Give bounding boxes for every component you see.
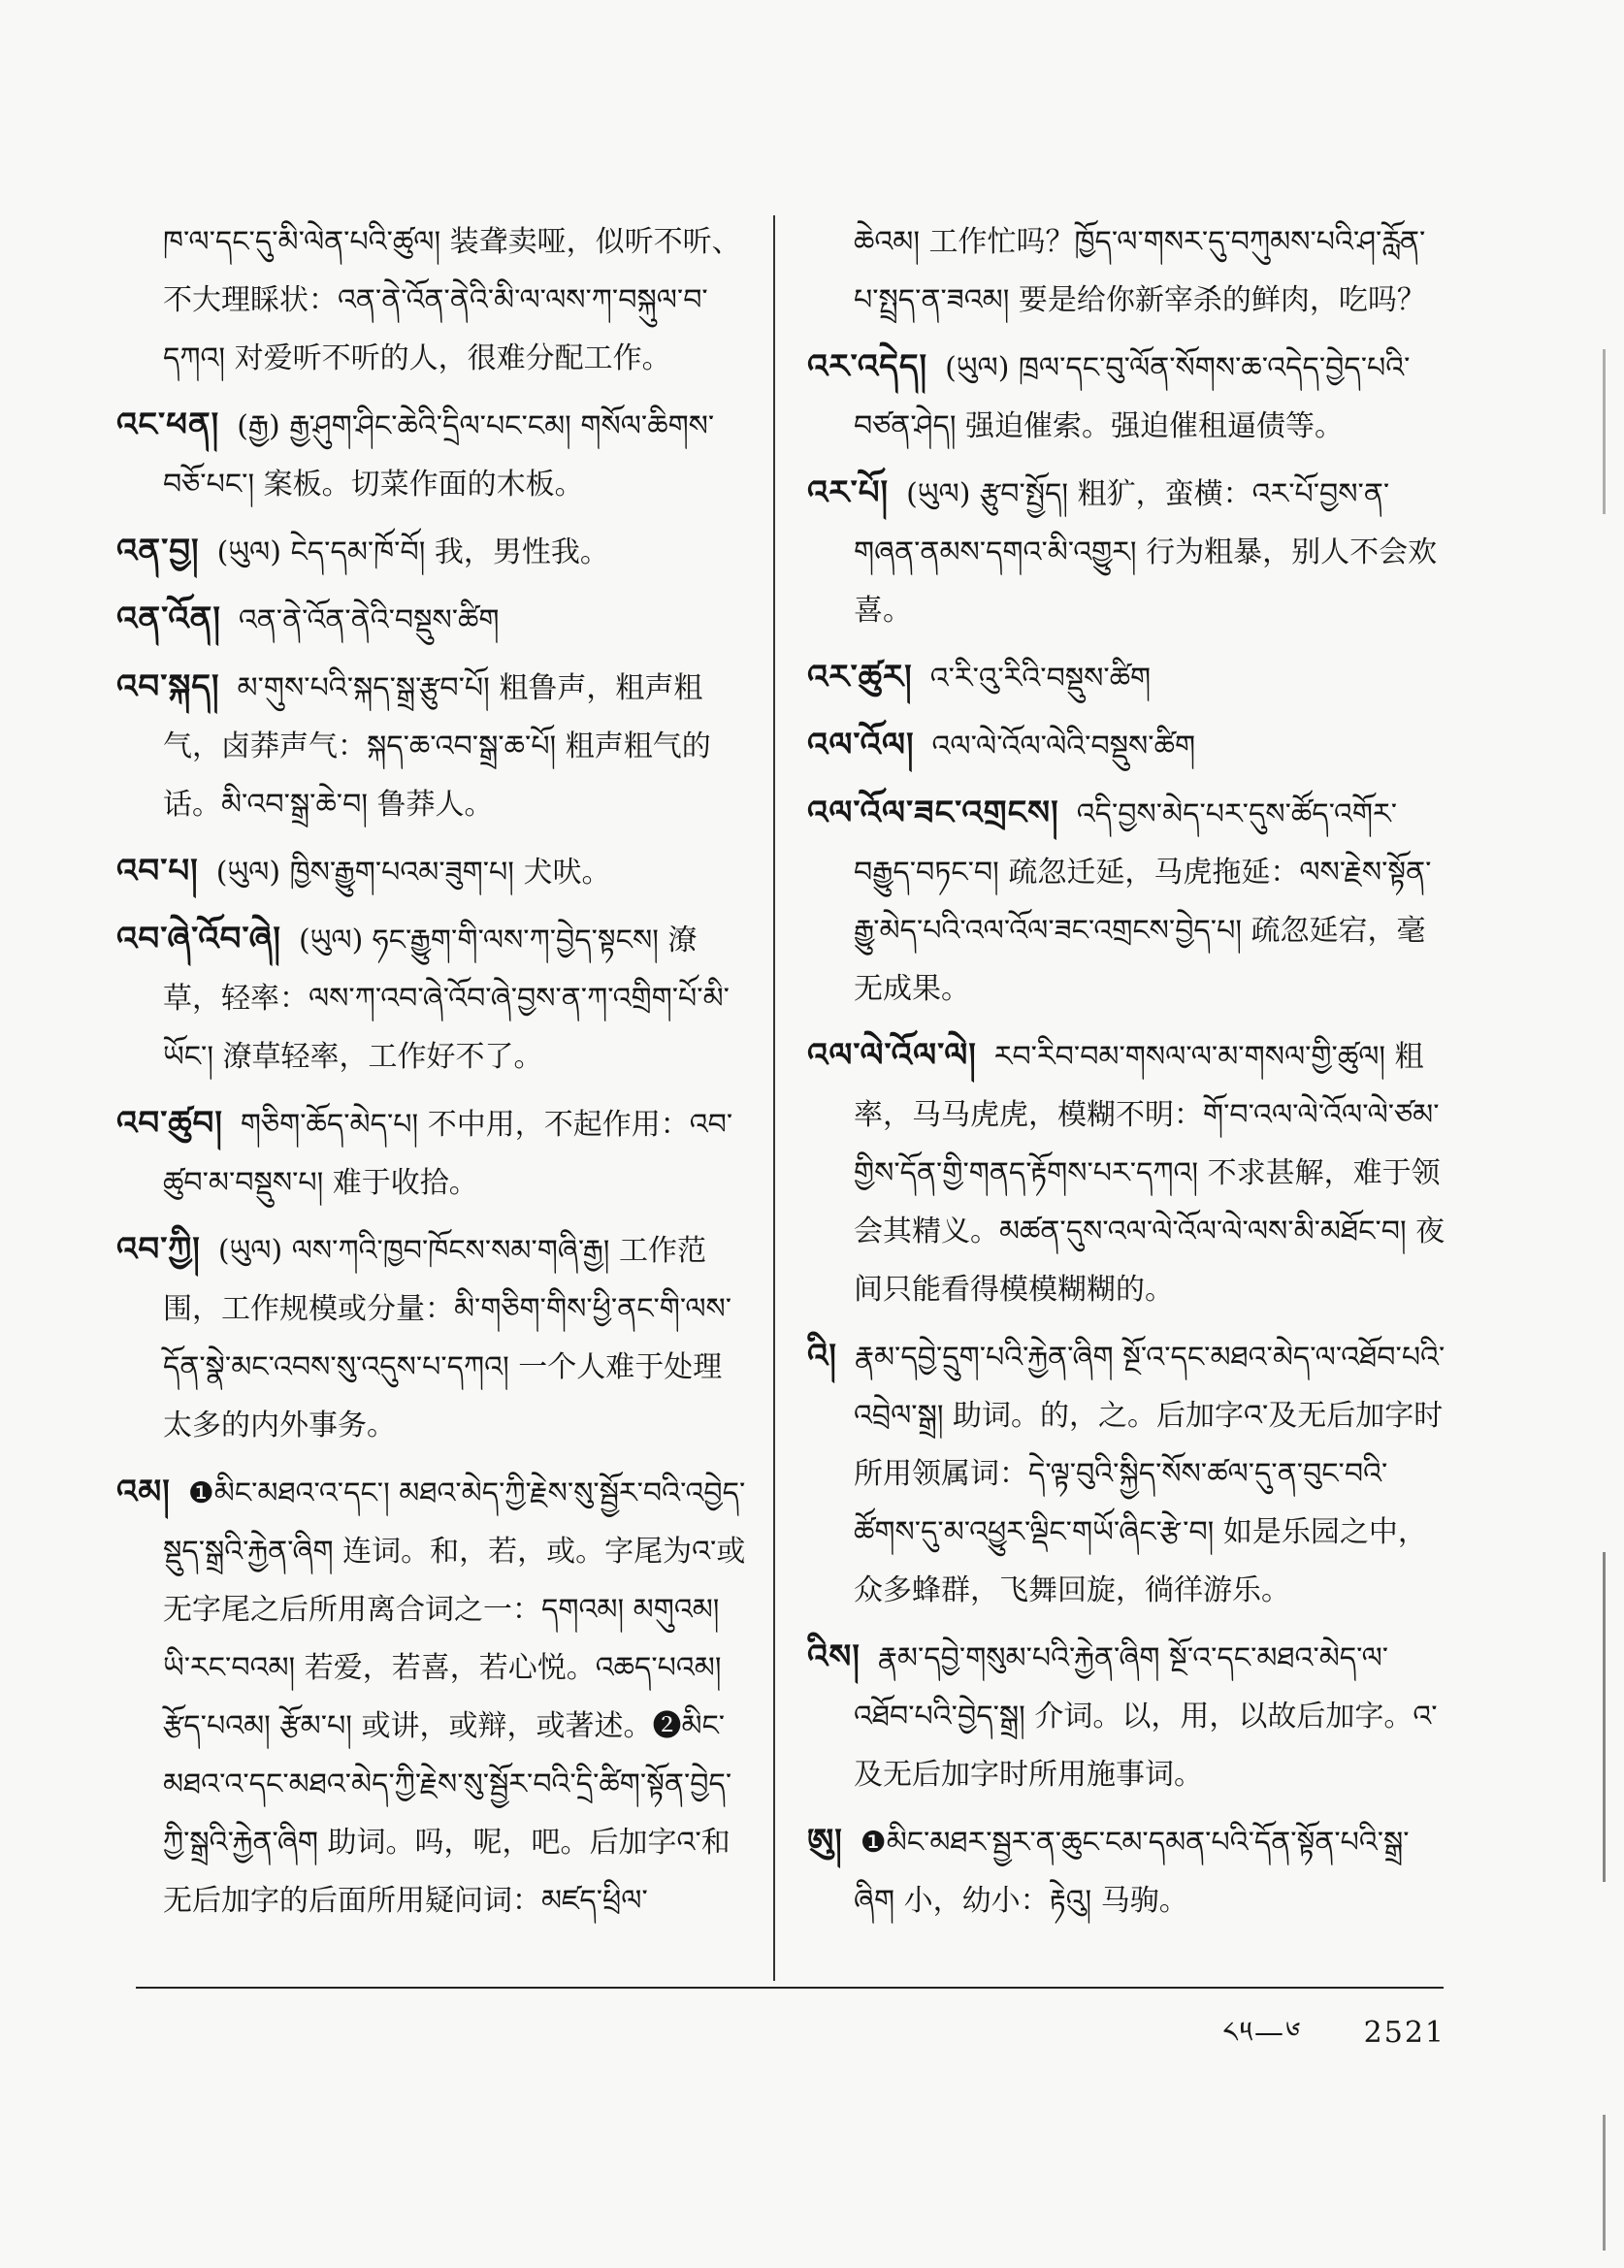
entry-definition: རྣམ་དབྱེ་གསུམ་པའི་རྐྱེན་ཞིག སྔོ་འ་དང་མཐའ་མེད་ལ་འཐོབ་པའི་བྱེད་སྒྲ། 介词。以，用，以故后加字。འ་及无后加字时所用施事词。 <box>854 1641 1438 1792</box>
entry-body <box>116 842 747 902</box>
right-column <box>807 213 1447 1938</box>
entry-definition: མ་གུས་པའི་སྐད་སྒྲ་རྩུབ་པོ། 粗鲁声，粗声粗气，卤莽声气：སྐད་ཆ་འབ་སྒྲ་ཆ་པོ། 粗声粗气的话。མི་འབ་སྒྲ་ཆེ་བ། 鲁莽人。 <box>163 671 711 822</box>
entry-headword: འབ་པ། <box>116 852 199 891</box>
entry-body <box>163 213 747 388</box>
entry-body <box>807 1812 1447 1930</box>
dictionary-entry <box>807 784 1447 1019</box>
entry-body <box>807 1628 1447 1804</box>
entry-headword: འལ་འོལ། <box>807 726 915 764</box>
entry-headword: འར་འདེད། <box>807 347 928 386</box>
scan-edge-mark <box>1603 349 1606 514</box>
footer-rule <box>136 1987 1444 1989</box>
entry-definition: འདི་བྱས་མེད་པར་དུས་ཚོད་འགོར་བརྒྱུད་བཏང་བ། 疏忽迁延，马虎拖延：ལས་རྗེས་སྟོན་རྒྱུ་མེད་པའི་འལ་འོལ་ཟང་འགྲངས་བྱེད་པ། 疏忽延宕，毫无成果。 <box>854 797 1432 1006</box>
dictionary-entry <box>807 1327 1447 1620</box>
entry-definition: གཅིག་ཆོད་མེད་པ། 不中用，不起作用：འབ་ཚུབ་མ་བསྡུས་པ། 难于收拾。 <box>163 1108 733 1200</box>
scan-edge-mark <box>1603 1552 1606 1882</box>
entry-headword: འར་པོ། <box>807 473 890 512</box>
entry-definition: རབ་རིབ་བམ་གསལ་ལ་མ་གསལ་གྱི་ཚུལ། 粗率，马马虎虎，模糊不明：གོ་བ་འལ་ལེ་འོལ་ལེ་ཙམ་གྱིས་དོན་གྱི་གནད་རྟོགས་པར་དཀའ། 不求甚解，难于领会其精义。མཚན་དུས་འལ་ལེ་འོལ་ལེ་ལས་མི་མཐོང་བ། 夜间只能看得模模糊糊的。 <box>854 1040 1445 1307</box>
entry-definition: (ཡུལ) ཁྲལ་དང་བུ་ལོན་སོགས་ཆ་འདེད་བྱེད་པའི་བཙན་ཤེད། 强迫催索。强迫催租逼债等。 <box>854 351 1411 443</box>
dictionary-entry <box>116 522 747 582</box>
entry-headword: འི། <box>807 1337 837 1376</box>
dictionary-entry <box>116 1463 747 1930</box>
entry-body <box>807 1327 1447 1620</box>
entry-definition: ❶མིང་མཐར་སྦྱར་ན་ཆུང་ངམ་དམན་པའི་དོན་སྟོན་པའི་སྒྲ་ཞིག 小，幼小：རྟེའུ། 马驹。 <box>854 1826 1410 1918</box>
entry-headword: ཨུ། <box>807 1822 843 1861</box>
page-number <box>1164 2000 1445 2082</box>
entry-headword: འིས། <box>807 1637 861 1676</box>
dictionary-entry <box>116 1094 747 1213</box>
entry-definition: ❶མིང་མཐའ་འ་དང་། མཐའ་མེད་ཀྱི་རྗེས་སུ་སྦྱོར་བའི་འབྱེད་སྡུད་སྒྲའི་རྐྱེན་ཞིག 连词。和，若，或。字尾为འ་或无字尾之后所用离合词之一：དགའམ། མགུའམ། ཡི་རང་བའམ། 若爱，若喜，若心悦。འཆད་པའམ། རྩོད་པའམ། རྩོམ་པ། 或讲，或辩，或著述。❷མིང་མཐའ་འ་དང་མཐའ་མེད་ཀྱི་རྗེས་སུ་སྦྱོར་བའི་དྲི་ཚིག་སྟོན་བྱེད་ཀྱི་སྒྲའི་རྐྱེན་ཞིག 助词。吗，呢，吧。后加字འ་和无后加字的后面所用疑问词：མཛད་ཕྲིལ་ <box>163 1476 746 1918</box>
scan-edge-mark <box>1603 2115 1606 2251</box>
entry-body <box>116 1220 747 1455</box>
dictionary-entry <box>807 1628 1447 1804</box>
entry-body <box>807 648 1447 708</box>
entry-headword: འན་བྱ། <box>116 532 200 570</box>
dictionary-entry <box>116 842 747 902</box>
dictionary-entry <box>807 648 1447 708</box>
entry-body <box>807 464 1447 640</box>
entry-body <box>116 658 747 834</box>
entry-definition: (ཡུལ) ལས་ཀའི་ཁྱབ་ཁོངས་སམ་གཞི་རྒྱ། 工作范围，工作规模或分量：མི་གཅིག་གིས་ཕྱི་ནང་གི་ལས་དོན་སྣེ་མང་འབས་སུ་འདུས་པ་དཀའ། 一个人难于处理太多的内外事务。 <box>163 1234 732 1442</box>
entry-headword: འབ་སྐད། <box>116 667 220 706</box>
entry-headword: འང་ཕན། <box>116 405 220 444</box>
dictionary-entry <box>807 1812 1447 1930</box>
entry-body <box>116 522 747 582</box>
entry-definition: འ་རི་འུ་རིའི་བསྡུས་ཚིག <box>929 662 1152 696</box>
entry-headword: འན་འོན། <box>116 599 221 638</box>
entry-body <box>807 716 1447 776</box>
entry-body <box>116 396 747 514</box>
entry-headword: འམ། <box>116 1473 171 1511</box>
left-column <box>116 213 747 1938</box>
entry-definition: (ཡུལ) ཁྱིས་རྒྱུག་པའམ་ཟུག་པ། 犬吠。 <box>215 856 611 890</box>
entry-body <box>807 338 1447 456</box>
entry-definition: (ཡུལ) ངེད་དམ་ཁོ་བོ། 我，男性我。 <box>216 535 609 569</box>
entry-headword: འལ་ལེ་འོལ་ལེ། <box>807 1036 977 1075</box>
entry-headword: འབ་ཚུབ། <box>116 1104 223 1143</box>
dictionary-entry <box>116 396 747 514</box>
entry-definition: ཁ་ལ་དང་དུ་མི་ལེན་པའི་ཚུལ། 装聋卖哑，似听不听、不大理睬状：འན་ནེ་འོན་ནེའི་མི་ལ་ལས་ཀ་བསྐུལ་བ་དཀའ། 对爱听不听的人，很难分配工作。 <box>163 225 741 375</box>
entry-body <box>807 1026 1447 1319</box>
entry-headword: འབ་ཀྱི། <box>116 1230 201 1269</box>
entry-body <box>116 910 747 1086</box>
entry-definition: ཆེའམ། 工作忙吗？ཁྱོད་ལ་གསར་དུ་བཀུམས་པའི་ཤ་རློན་པ་སྤྲད་ན་ཟའམ། 要是给你新宰杀的鲜肉，吃吗？ <box>854 225 1426 317</box>
column-divider <box>773 215 775 1981</box>
page-label: ༨༥—༦ <box>1222 2016 1303 2050</box>
entry-body <box>116 1094 747 1213</box>
entry-definition: འན་ནེ་འོན་ནེའི་བསྡུས་ཚིག <box>238 603 500 637</box>
entry-definition: (ཡུལ) རྩུབ་སྤྱོད། 粗犷，蛮横：འར་པོ་བྱས་ན་གཞན་ནམས་དགའ་མི་འགྱུར། 行为粗暴，别人不会欢喜。 <box>854 477 1438 628</box>
dictionary-entry <box>807 1026 1447 1319</box>
dictionary-entry <box>116 910 747 1086</box>
dictionary-entry <box>807 338 1447 456</box>
dictionary-entry <box>116 658 747 834</box>
entry-headword: འལ་འོལ་ཟང་འགྲངས། <box>807 794 1059 832</box>
dictionary-entry <box>116 590 747 650</box>
dictionary-entry <box>116 213 747 388</box>
dictionary-entry <box>116 1220 747 1455</box>
page-number-text: 2521 <box>1363 2016 1445 2050</box>
entry-headword: འར་ཚུར། <box>807 658 913 697</box>
entry-body <box>854 213 1447 330</box>
entry-definition: (རྒྱ) རྒྱ་ཤུག་ཤིང་ཆེའི་དྲིལ་པང་ངམ། གསོལ་ཆིགས་བཅོ་པང་། 案板。切菜作面的木板。 <box>163 409 715 502</box>
dictionary-entry <box>807 213 1447 330</box>
dictionary-entry <box>807 716 1447 776</box>
dictionary-entry <box>807 464 1447 640</box>
entry-headword: འབ་ཞེ་འོབ་ཞེ། <box>116 920 281 958</box>
entry-definition: རྣམ་དབྱེ་དྲུག་པའི་རྐྱེན་ཞིག སྔོ་འ་དང་མཐའ་མེད་ལ་འཐོབ་པའི་འབྲེལ་སྒྲ། 助词。的，之。后加字འ་及无后加字时所用领属词：དེ་ལྟ་བུའི་སྐྱིད་སོས་ཚལ་དུ་ན་བུང་བའི་ཚོགས་དུ་མ་འཕྱུར་ལྡིང་གཡོ་ཞིང་རྩེ་བ། 如是乐园之中，众多蜂群，飞舞回旋，徜徉游乐。 <box>854 1341 1445 1607</box>
entry-body <box>116 1463 747 1930</box>
entry-definition: འལ་ལེ་འོལ་ལེའི་བསྡུས་ཚིག <box>931 729 1196 763</box>
entry-body <box>807 784 1447 1019</box>
entry-definition: (ཡུལ) ཧང་རྒྱུག་གི་ལས་ཀ་བྱེད་སྟངས། 潦草，轻率：ལས་ཀ་འབ་ཞེ་འོབ་ཞེ་བྱས་ན་ཀ་འགྲིག་པོ་མི་ཡོང་། 潦草轻率，工作好不了。 <box>163 923 730 1074</box>
entry-body <box>116 590 747 650</box>
